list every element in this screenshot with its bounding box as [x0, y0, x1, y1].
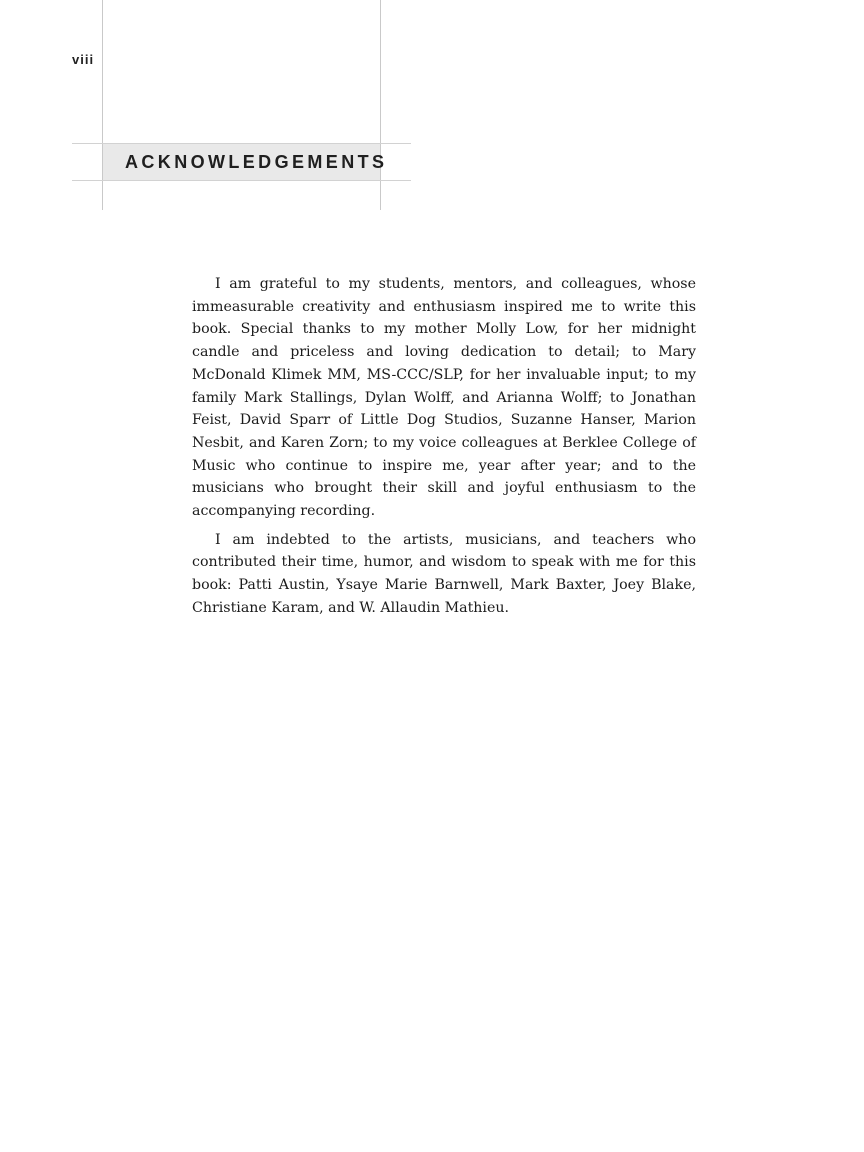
paragraph: I am indebted to the artists, musicians, and teachers who contributed their time, humor, and wisdom to speak with me for this book: Patti Austin, Ysaye Marie Barnwell, Mark Baxter, Joey Blake, Christiane Karam, and W. Allaudin Mathieu. [192, 531, 696, 616]
acknowledgements-body [192, 273, 696, 626]
paragraph: I am grateful to my students, mentors, and colleagues, whose immeasurable creativity and enthusiasm inspired me to write this book. Special thanks to my mother Molly Low, for her midnight candle and priceless and loving dedication to detail; to Mary McDonald Klimek MM, MS-CCC/SLP, for her invaluable input; to my family Mark Stallings, Dylan Wolff, and Arianna Wolff; to Jonathan Feist, David Sparr of Little Dog Studios, Suzanne Hanser, Marion Nesbit, and Karen Zorn; to my voice colleagues at Berklee College of Music who continue to inspire me, year after year; and to the musicians who brought their skill and joyful enthusiasm to the accompanying recording. [192, 276, 696, 520]
header-rule-right [380, 0, 381, 210]
section-title: ACKNOWLEDGEMENTS [125, 152, 388, 172]
page-number: viii [72, 52, 95, 67]
header-rule-bottom [72, 180, 411, 181]
